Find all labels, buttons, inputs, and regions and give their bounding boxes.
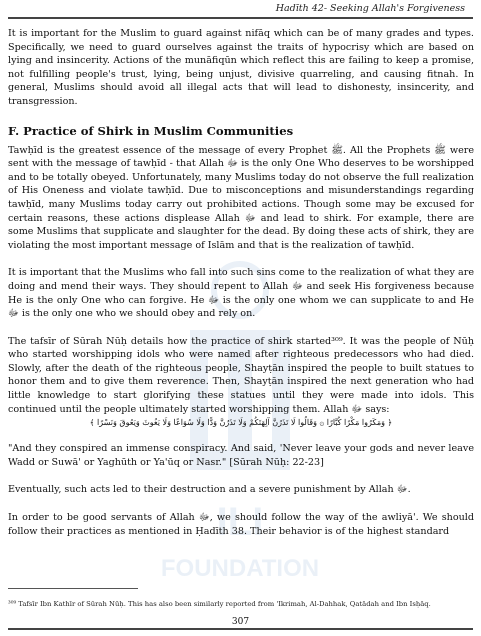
footer-divider (8, 628, 473, 630)
watermark-text-ili: ILI (216, 500, 264, 544)
paragraph-repentance: It is important that the Muslims who fall into such sins come to the realization of what they are doing and mend their ways. They should repent to Allah ﷻ and seek His forgiveness because He is the only One who can forgive. He ﷻ is the only one whom we can supplicate to and He ﷻ is the only one who we should obey and rely on. (8, 267, 475, 320)
arabic-verse: ﴿ وَمَكَرُوا مَكْرًا كُبَّارًا ۞ وَقَالُوا لَا تَذَرُنَّ آلِهَتَكُمْ وَلَا تَذَرُنَّ وَدًّا وَلَا سُوَاعًا وَلَا يَغُوثَ وَيَعُوقَ وَنَسْرًا ﴾ (89, 418, 393, 428)
paragraph-destruction: Eventually, such acts led to their destruction and a severe punishment by Allah ﷻ. (8, 484, 411, 496)
paragraph-tawhid: Tawḥīd is the greatest essence of the message of every Prophet ﷺ. All the Prophets ﷺ were sent with the message of tawḥīd - that Allah ﷻ is the only One Who deserves to be worshipped and to be totally obeyed. Unfortunately, many Muslims today do not observe the full realization of His Oneness and violate tawḥīd. Due to misconceptions and misunderstandings regarding tawḥīd, many Muslims today carry out prohibited actions. Though some may be excused for certain reasons, these actions displease Allah ﷻ and lead to shirk. For example, there are some Muslims that supplicate and slaughter for the dead. By doing these acts of shirk, they are violating the most important message of Islām and that is the realization of tawḥīd. (8, 144, 475, 251)
running-header: Hadīth 42- Seeking Allah's Forgiveness (275, 3, 465, 14)
paragraph-awliya: In order to be good servants of Allah ﷻ, we should follow the way of the awliyā'. We should follow their practices as mentioned in Ḥadīth 38. Their behavior is of the highest standard (8, 512, 474, 537)
verse-translation: "And they conspired an immense conspiracy. And said, 'Never leave your gods and never leave Wadd or Suwā' or Yaghūth or Ya'ūq or Nasr." [Sūrah Nūḥ: 22-23] (8, 443, 474, 468)
paragraph-tafsir: The tafsīr of Sūrah Nūḥ details how the practice of shirk started³⁰⁹. It was the people of Nūḥ who started worshipping idols who were named after righteous predecessors who had died. Slowly, after the death of the righteous people, Shayṭān inspired the people to built statues to honor them and to give them reverence. Then, Shayṭān inspired the next generation who had little knowledge to start glorifying these statues until they were made into idols. This continued until the people ultimately started worshipping them. Allah ﷻ says: (8, 335, 474, 415)
paragraph-nifaq: It is important for the Muslim to guard against nifāq which can be of many grades and types. Specifically, we need to guard ourselves against the traits of hypocrisy which are based on lying and insincerity. Actions of the munāfiqūn which reflect this are failing to keep a promise, not fulfilling people's trust, lying, being unjust, divisive quarreling, and causing fitnah. In general, Muslims should avoid all illegal acts that will lead to dishonesty, insincerity, and transgression. (8, 28, 474, 107)
page-number: 307 (231, 617, 250, 627)
section-heading-f: F. Practice of Shirk in Muslim Communities (8, 123, 294, 138)
header-divider (8, 17, 473, 19)
watermark-text-foundation: FOUNDATION (160, 555, 320, 582)
footnote-divider (8, 588, 138, 589)
page-body (8, 27, 474, 552)
footnote-309: ³⁰⁹ Tafsīr Ibn Kathīr of Sūrah Nūḥ. This has also been similarly reported from 'Ikrimah, Al-Dahhak, Qatādah and Ibn Isḥāq. (8, 600, 431, 608)
